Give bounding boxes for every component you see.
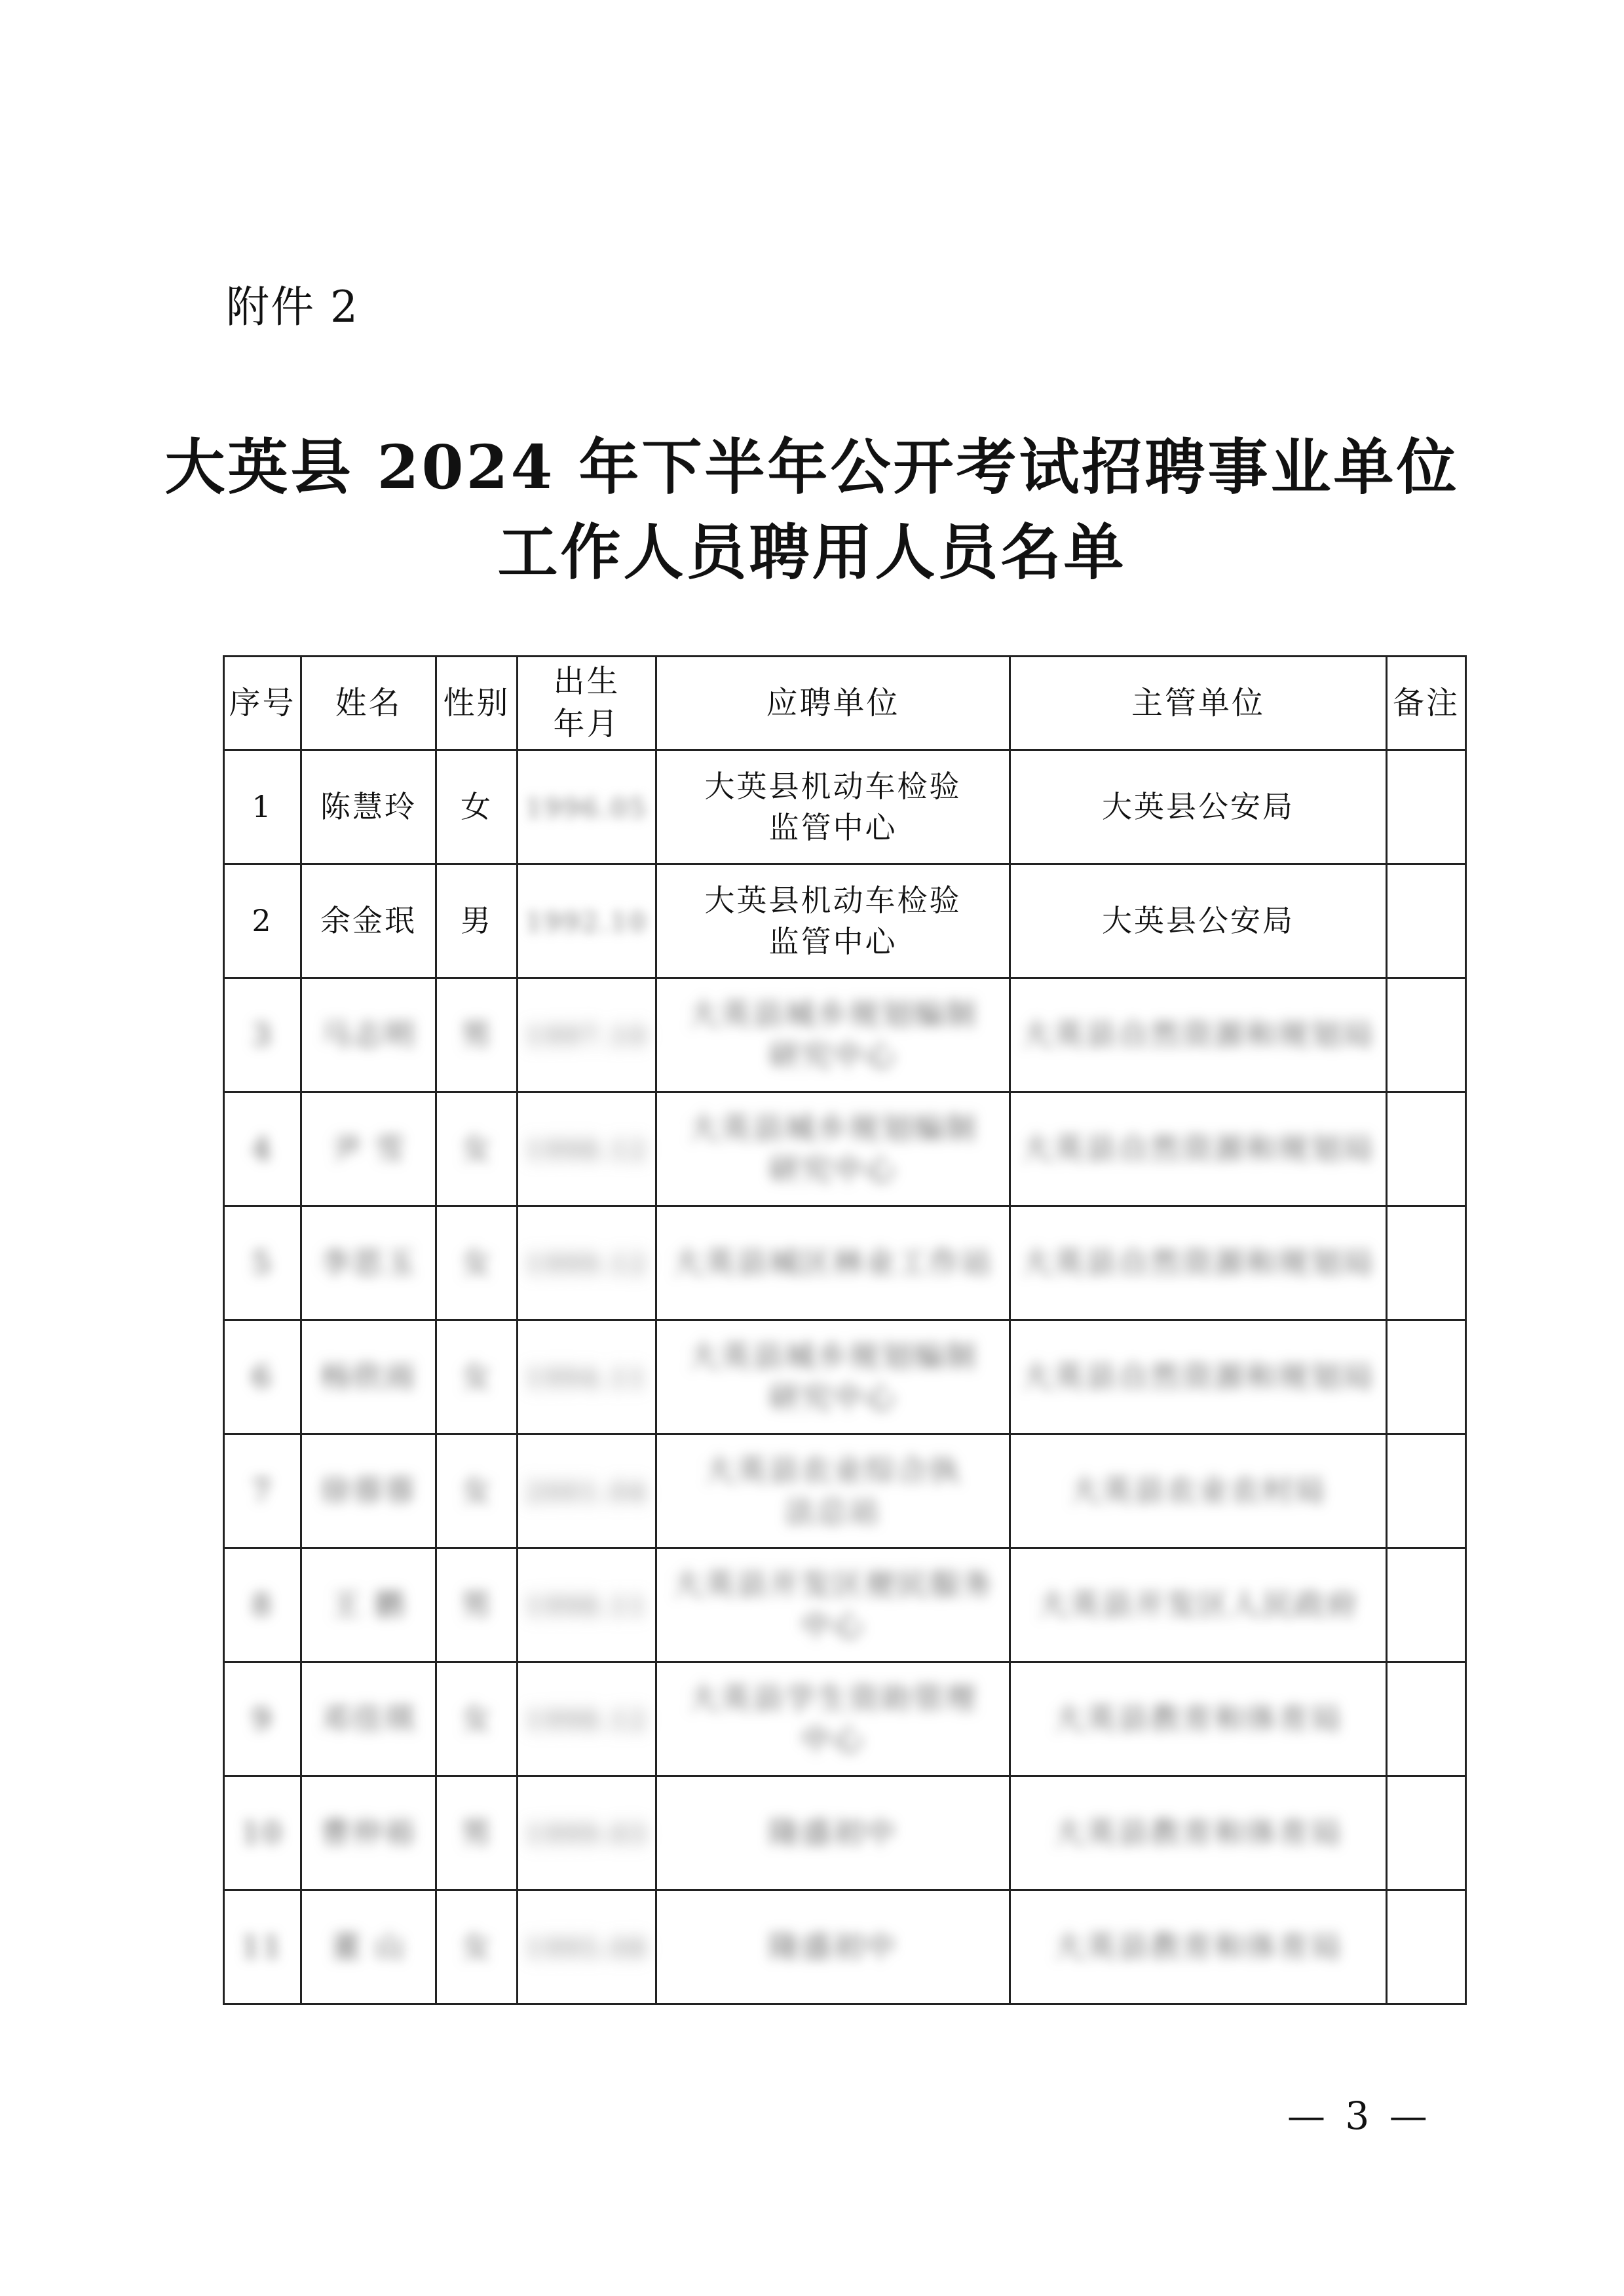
table-row: [224, 750, 1466, 864]
cell-seq: 1: [224, 750, 301, 864]
cell-seq: 3: [224, 978, 301, 1092]
unit-line2: 监管中心: [768, 923, 897, 959]
cell-authority: 大英县自然资源和规划局: [1010, 978, 1387, 1092]
cell-gender: 男: [436, 1776, 518, 1890]
cell-gender: 男: [436, 864, 518, 978]
cell-unit: [656, 1662, 1010, 1776]
unit-line1: 隆盛初中: [768, 1929, 897, 1965]
cell-authority: 大英县开发区人民政府: [1010, 1548, 1387, 1662]
cell-unit: [656, 1320, 1010, 1434]
cell-gender: 女: [436, 1662, 518, 1776]
header-name: 姓名: [301, 657, 436, 750]
cell-authority: 大英县教育和体育局: [1010, 1890, 1387, 2004]
cell-remark: [1387, 1776, 1466, 1890]
cell-gender: 女: [436, 1434, 518, 1548]
birth-value: 1998.12: [525, 1706, 648, 1736]
cell-unit: [656, 864, 1010, 978]
cell-remark: [1387, 1890, 1466, 2004]
cell-seq: 11: [224, 1890, 301, 2004]
unit-line2: 法总站: [785, 1493, 881, 1529]
cell-authority: 大英县农业农村局: [1010, 1434, 1387, 1548]
birth-value: 1996.05: [525, 794, 648, 824]
cell-authority: 大英县自然资源和规划局: [1010, 1092, 1387, 1206]
unit-line1: 大英县城区林业工作站: [672, 1245, 994, 1281]
cell-authority: 大英县教育和体育局: [1010, 1776, 1387, 1890]
cell-unit: [656, 1434, 1010, 1548]
cell-seq: 8: [224, 1548, 301, 1662]
unit-line1: 大英县城乡规划编制: [689, 1339, 977, 1375]
table-row: [224, 1092, 1466, 1206]
cell-unit: [656, 1092, 1010, 1206]
cell-birth: [518, 1206, 656, 1320]
hiring-roster-table: [223, 655, 1467, 2005]
cell-name: 杨欣雨: [301, 1320, 436, 1434]
unit-line1: 大英县城乡规划编制: [689, 1111, 977, 1147]
cell-name: 董 山: [301, 1890, 436, 2004]
unit-line1: 大英县农业综合执: [704, 1453, 962, 1489]
cell-remark: [1387, 1434, 1466, 1548]
cell-birth: [518, 1662, 656, 1776]
unit-line2: 研究中心: [768, 1151, 897, 1187]
unit-line1: 大英县机动车检验: [704, 883, 962, 919]
cell-unit: [656, 1776, 1010, 1890]
table-row: [224, 1776, 1466, 1890]
unit-line1: 隆盛初中: [768, 1815, 897, 1851]
cell-seq: 4: [224, 1092, 301, 1206]
table-row: [224, 978, 1466, 1092]
header-authority: 主管单位: [1010, 657, 1387, 750]
cell-name: 曹仲裕: [301, 1776, 436, 1890]
cell-name: 余金珉: [301, 864, 436, 978]
header-birth-line1: 出生: [553, 663, 620, 700]
table-row: [224, 1662, 1466, 1776]
cell-name: 邓佳琪: [301, 1662, 436, 1776]
cell-birth: [518, 1548, 656, 1662]
cell-unit: [656, 978, 1010, 1092]
birth-value: 1995.08: [525, 1934, 648, 1964]
cell-remark: [1387, 978, 1466, 1092]
cell-authority: 大英县公安局: [1010, 750, 1387, 864]
cell-name: 尹 雪: [301, 1092, 436, 1206]
cell-seq: 2: [224, 864, 301, 978]
birth-value: 1994.11: [525, 1364, 648, 1394]
header-unit: 应聘单位: [656, 657, 1010, 750]
birth-value: 1992.10: [525, 908, 648, 938]
cell-name: 李思玉: [301, 1206, 436, 1320]
table-row: [224, 1320, 1466, 1434]
cell-unit: [656, 1548, 1010, 1662]
cell-gender: 女: [436, 1320, 518, 1434]
cell-authority: 大英县自然资源和规划局: [1010, 1206, 1387, 1320]
unit-line2: 研究中心: [768, 1379, 897, 1415]
page-number: — 3 —: [1287, 2094, 1431, 2138]
cell-birth: [518, 978, 656, 1092]
birth-value: 1998.12: [525, 1136, 648, 1166]
cell-remark: [1387, 1206, 1466, 1320]
table-header-row: [224, 657, 1466, 750]
cell-unit: [656, 1206, 1010, 1320]
header-seq: 序号: [224, 657, 301, 750]
cell-gender: 女: [436, 1890, 518, 2004]
cell-remark: [1387, 1548, 1466, 1662]
cell-name: 马志明: [301, 978, 436, 1092]
cell-unit: [656, 1890, 1010, 2004]
cell-seq: 5: [224, 1206, 301, 1320]
birth-value: 2001.04: [525, 1478, 648, 1508]
cell-birth: [518, 1320, 656, 1434]
cell-seq: 7: [224, 1434, 301, 1548]
cell-birth: [518, 1092, 656, 1206]
cell-remark: [1387, 1662, 1466, 1776]
birth-value: 1997.10: [525, 1022, 648, 1052]
unit-line1: 大英县机动车检验: [704, 769, 962, 805]
cell-seq: 10: [224, 1776, 301, 1890]
cell-birth: [518, 1776, 656, 1890]
unit-line1: 大英县开发区便民服务: [672, 1567, 994, 1603]
table-row: [224, 1548, 1466, 1662]
cell-gender: 女: [436, 750, 518, 864]
birth-value: 1999.12: [525, 1250, 648, 1280]
cell-remark: [1387, 864, 1466, 978]
birth-value: 1999.03: [525, 1820, 648, 1850]
cell-name: 王 鹏: [301, 1548, 436, 1662]
cell-gender: 男: [436, 978, 518, 1092]
table-row: [224, 1890, 1466, 2004]
cell-unit: [656, 750, 1010, 864]
table-row: [224, 1434, 1466, 1548]
cell-authority: 大英县公安局: [1010, 864, 1387, 978]
cell-seq: 6: [224, 1320, 301, 1434]
unit-line2: 中心: [801, 1607, 865, 1643]
cell-gender: 男: [436, 1548, 518, 1662]
document-title-line-2: 工作人员聘用人员名单: [497, 517, 1127, 588]
unit-line2: 研究中心: [768, 1037, 897, 1073]
cell-remark: [1387, 1092, 1466, 1206]
header-remark: 备注: [1387, 657, 1466, 750]
cell-remark: [1387, 750, 1466, 864]
unit-line1: 大英县城乡规划编制: [689, 997, 977, 1033]
unit-line2: 中心: [801, 1721, 865, 1757]
cell-seq: 9: [224, 1662, 301, 1776]
birth-value: 1998.11: [525, 1592, 648, 1622]
cell-birth: [518, 1434, 656, 1548]
header-birth-line2: 年月: [553, 706, 620, 742]
annex-label: 附件 2: [226, 282, 359, 332]
cell-gender: 女: [436, 1206, 518, 1320]
cell-birth: [518, 1890, 656, 2004]
cell-remark: [1387, 1320, 1466, 1434]
cell-name: 徐蓉蓉: [301, 1434, 436, 1548]
cell-authority: 大英县自然资源和规划局: [1010, 1320, 1387, 1434]
cell-authority: 大英县教育和体育局: [1010, 1662, 1387, 1776]
unit-line2: 监管中心: [768, 809, 897, 845]
header-gender: 性别: [436, 657, 518, 750]
header-birth: [518, 657, 656, 750]
document-title-line-1: 大英县 2024 年下半年公开考试招聘事业单位: [164, 432, 1460, 503]
unit-line1: 大英县学生资助管理: [689, 1681, 977, 1717]
cell-birth: [518, 864, 656, 978]
cell-gender: 女: [436, 1092, 518, 1206]
cell-name: 陈慧玲: [301, 750, 436, 864]
cell-birth: [518, 750, 656, 864]
table-row: [224, 864, 1466, 978]
table-row: [224, 1206, 1466, 1320]
